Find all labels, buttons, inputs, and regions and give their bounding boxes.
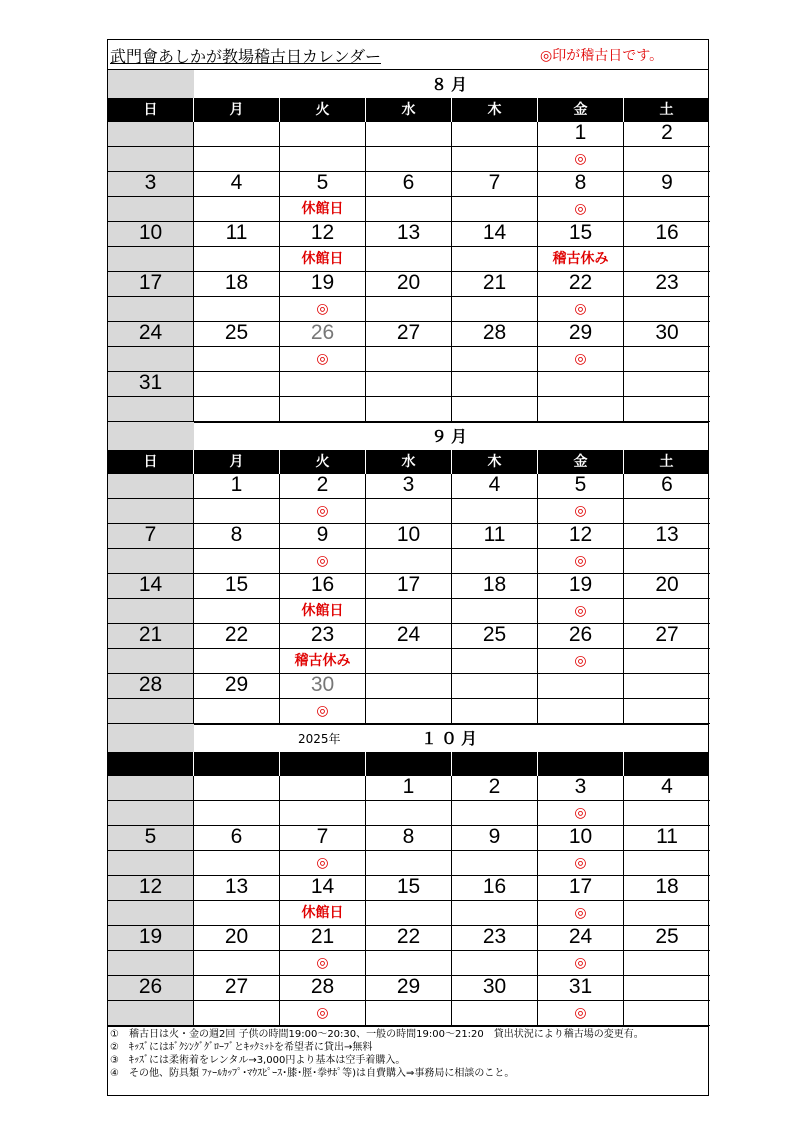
day-status: [280, 801, 366, 826]
day-number: [194, 372, 280, 397]
day-status: [624, 801, 710, 826]
day-status: [194, 397, 280, 422]
day-number: [452, 372, 538, 397]
day-status: [452, 397, 538, 422]
day-number: 14: [108, 574, 194, 599]
day-number: 22: [194, 624, 280, 649]
day-status: 休館日: [280, 247, 366, 272]
day-status: [194, 499, 280, 524]
day-status: [366, 297, 452, 322]
day-status: [452, 197, 538, 222]
day-status: [624, 901, 710, 926]
month-title: ９月: [430, 427, 471, 446]
note-line: ③ ｷｯｽﾞには柔術着をレンタル→3,000円より基本は空手着購入。: [110, 1055, 406, 1066]
day-number: 19: [108, 926, 194, 951]
day-status: [108, 901, 194, 926]
day-number: 15: [366, 876, 452, 901]
month-header-spacer: [108, 422, 194, 450]
month-header-spacer: [108, 724, 194, 752]
day-status: [108, 197, 194, 222]
day-status: [624, 699, 710, 724]
day-number: 30: [624, 322, 710, 347]
day-number: 29: [194, 674, 280, 699]
day-status: [108, 397, 194, 422]
day-status: [108, 951, 194, 976]
weekday-label: 金: [538, 450, 624, 474]
month-header: [108, 70, 708, 98]
day-number: 30: [452, 976, 538, 1001]
day-number: 13: [194, 876, 280, 901]
day-number: [452, 674, 538, 699]
day-number: 31: [538, 976, 624, 1001]
weekday-label: 日: [108, 450, 194, 474]
day-status: [194, 197, 280, 222]
day-status: [366, 599, 452, 624]
day-status: [108, 599, 194, 624]
day-status: [280, 397, 366, 422]
day-status: [624, 951, 710, 976]
day-status: [538, 699, 624, 724]
day-status: [108, 649, 194, 674]
day-number: 26: [108, 976, 194, 1001]
day-number: 4: [194, 172, 280, 197]
day-number: 17: [366, 574, 452, 599]
day-number: [280, 776, 366, 801]
day-number: 28: [108, 674, 194, 699]
day-status: [194, 147, 280, 172]
day-number: 15: [538, 222, 624, 247]
day-status: [624, 197, 710, 222]
day-number: 16: [452, 876, 538, 901]
weekday-label: [194, 752, 280, 776]
day-number: 9: [624, 172, 710, 197]
day-number: 12: [108, 876, 194, 901]
day-status: [452, 247, 538, 272]
day-status: [624, 499, 710, 524]
note-line: ① 稽古日は火・金の週2回 子供の時間19:00～20:30、一般の時間19:00～21:20 貸出状況により稽古場の変更有。: [110, 1029, 644, 1040]
day-number: 7: [108, 524, 194, 549]
day-number: 6: [194, 826, 280, 851]
day-number: 8: [366, 826, 452, 851]
day-number: 10: [538, 826, 624, 851]
weekday-label: 火: [280, 450, 366, 474]
day-status: [194, 549, 280, 574]
day-number: 10: [366, 524, 452, 549]
day-number: 15: [194, 574, 280, 599]
day-status: [194, 851, 280, 876]
day-number: 19: [280, 272, 366, 297]
day-status: ◎: [538, 649, 624, 674]
day-status: ◎: [280, 549, 366, 574]
day-status: [366, 397, 452, 422]
day-number: 14: [280, 876, 366, 901]
day-status: [624, 649, 710, 674]
day-number: [452, 122, 538, 147]
day-number: 12: [538, 524, 624, 549]
day-status: [108, 851, 194, 876]
day-number: [538, 674, 624, 699]
page-title: 武門會あしかが教場稽古日カレンダー: [110, 47, 381, 66]
day-status: [366, 649, 452, 674]
day-status: ◎: [280, 951, 366, 976]
day-status: [108, 549, 194, 574]
month-header-spacer: [108, 70, 194, 98]
day-status: 稽古休み: [280, 649, 366, 674]
day-number: 2: [624, 122, 710, 147]
day-status: [452, 297, 538, 322]
day-status: [624, 397, 710, 422]
day-status: [194, 1001, 280, 1026]
weekday-label: [624, 752, 710, 776]
day-number: 12: [280, 222, 366, 247]
weekday-header: [108, 98, 708, 122]
day-status: [366, 951, 452, 976]
day-status: 稽古休み: [538, 247, 624, 272]
day-status: [194, 951, 280, 976]
day-number: [624, 674, 710, 699]
day-number: 10: [108, 222, 194, 247]
day-number: [108, 474, 194, 499]
day-status: [452, 649, 538, 674]
day-number: 28: [452, 322, 538, 347]
day-status: [452, 147, 538, 172]
day-number: 6: [624, 474, 710, 499]
day-status: [366, 1001, 452, 1026]
day-status: [452, 901, 538, 926]
weekday-header: [108, 450, 708, 474]
day-number: 31: [108, 372, 194, 397]
day-number: [366, 122, 452, 147]
day-status: ◎: [538, 599, 624, 624]
day-number: 20: [624, 574, 710, 599]
day-number: [280, 122, 366, 147]
title-bar: [108, 40, 708, 70]
day-number: 27: [194, 976, 280, 1001]
day-number: 6: [366, 172, 452, 197]
day-status: ◎: [280, 851, 366, 876]
note-line: ② ｷｯｽﾞにはﾎﾞｸｼﾝｸﾞｸﾞﾛｰﾌﾞとｷｯｸﾐｯﾄを希望者に貸出→無料: [110, 1042, 373, 1053]
day-number: 28: [280, 976, 366, 1001]
day-number: 4: [624, 776, 710, 801]
day-number: 21: [452, 272, 538, 297]
weekday-label: [108, 752, 194, 776]
month-title: ８月: [430, 75, 471, 94]
day-number: 21: [280, 926, 366, 951]
day-status: [366, 801, 452, 826]
day-status: [366, 549, 452, 574]
day-status: ◎: [538, 147, 624, 172]
day-number: [624, 976, 710, 1001]
day-number: 3: [108, 172, 194, 197]
day-number: 21: [108, 624, 194, 649]
day-status: [194, 801, 280, 826]
day-status: ◎: [280, 1001, 366, 1026]
day-status: ◎: [538, 347, 624, 372]
day-status: [452, 499, 538, 524]
day-status: 休館日: [280, 197, 366, 222]
day-number: 5: [108, 826, 194, 851]
weekday-label: 土: [624, 98, 710, 122]
day-status: ◎: [538, 1001, 624, 1026]
day-number: [108, 776, 194, 801]
day-status: [108, 247, 194, 272]
day-status: [194, 901, 280, 926]
weekday-label: [452, 752, 538, 776]
day-status: [108, 801, 194, 826]
day-status: ◎: [280, 699, 366, 724]
day-number: 27: [366, 322, 452, 347]
day-number: [194, 122, 280, 147]
day-status: [624, 147, 710, 172]
day-status: [624, 247, 710, 272]
weekday-label: [280, 752, 366, 776]
day-status: ◎: [538, 801, 624, 826]
day-status: [108, 147, 194, 172]
day-status: ◎: [538, 499, 624, 524]
day-status: [452, 347, 538, 372]
day-status: [624, 347, 710, 372]
day-number: 24: [108, 322, 194, 347]
day-status: [280, 147, 366, 172]
day-number: 22: [538, 272, 624, 297]
note-line: ④ その他、防具類 ﾌｧｰﾙｶｯﾌﾟ･ﾏｳｽﾋﾟｰｽ･膝･脛･拳ｻﾎﾟ等)は自費購入⇒事務局に相談のこと。: [110, 1068, 515, 1079]
day-number: 17: [538, 876, 624, 901]
day-number: 13: [624, 524, 710, 549]
weekday-label: [366, 752, 452, 776]
day-number: 14: [452, 222, 538, 247]
day-status: [108, 499, 194, 524]
month-header: [108, 724, 708, 752]
day-status: [366, 147, 452, 172]
day-status: ◎: [280, 347, 366, 372]
day-number: [624, 372, 710, 397]
day-status: [452, 599, 538, 624]
day-status: [538, 397, 624, 422]
day-status: [366, 901, 452, 926]
day-number: 11: [624, 826, 710, 851]
day-number: [194, 776, 280, 801]
day-status: [452, 699, 538, 724]
day-status: ◎: [538, 901, 624, 926]
day-status: [366, 347, 452, 372]
month-header: [108, 422, 708, 450]
day-number: 20: [366, 272, 452, 297]
day-status: [108, 699, 194, 724]
weekday-label: 木: [452, 98, 538, 122]
weekday-label: 月: [194, 450, 280, 474]
day-number: 2: [452, 776, 538, 801]
day-status: 休館日: [280, 599, 366, 624]
day-number: 22: [366, 926, 452, 951]
weekday-label: 土: [624, 450, 710, 474]
day-number: 5: [280, 172, 366, 197]
day-status: [624, 851, 710, 876]
day-number: 24: [366, 624, 452, 649]
day-status: [108, 1001, 194, 1026]
day-number: [108, 122, 194, 147]
day-status: [366, 247, 452, 272]
day-number: 13: [366, 222, 452, 247]
day-number: 25: [624, 926, 710, 951]
day-status: [624, 1001, 710, 1026]
day-status: [452, 801, 538, 826]
day-status: [194, 699, 280, 724]
day-number: 24: [538, 926, 624, 951]
day-number: 4: [452, 474, 538, 499]
day-status: ◎: [280, 499, 366, 524]
day-status: [366, 499, 452, 524]
day-number: 16: [280, 574, 366, 599]
day-number: 2: [280, 474, 366, 499]
day-number: 16: [624, 222, 710, 247]
day-number: 27: [624, 624, 710, 649]
day-number: 18: [452, 574, 538, 599]
weekday-label: 水: [366, 450, 452, 474]
day-status: [452, 1001, 538, 1026]
year-label: 2025年: [298, 732, 341, 746]
day-number: 8: [194, 524, 280, 549]
day-number: 23: [624, 272, 710, 297]
day-status: [194, 649, 280, 674]
day-status: [624, 549, 710, 574]
day-number: 11: [194, 222, 280, 247]
month-divider: [108, 1026, 708, 1027]
day-number: 1: [538, 122, 624, 147]
day-number: 3: [538, 776, 624, 801]
weekday-label: 月: [194, 98, 280, 122]
day-status: [452, 549, 538, 574]
day-number: [538, 372, 624, 397]
day-status: [194, 297, 280, 322]
day-status: [194, 247, 280, 272]
day-number: 29: [366, 976, 452, 1001]
day-number: 11: [452, 524, 538, 549]
day-number: 1: [366, 776, 452, 801]
day-number: 25: [194, 322, 280, 347]
day-number: 18: [194, 272, 280, 297]
day-number: 9: [452, 826, 538, 851]
day-number: 5: [538, 474, 624, 499]
day-number: 18: [624, 876, 710, 901]
day-number: 30: [280, 674, 366, 699]
day-status: [366, 851, 452, 876]
day-number: 25: [452, 624, 538, 649]
calendar-sheet: [107, 39, 709, 1096]
weekday-label: 木: [452, 450, 538, 474]
day-status: ◎: [280, 297, 366, 322]
day-status: [624, 599, 710, 624]
day-number: 26: [280, 322, 366, 347]
day-number: 19: [538, 574, 624, 599]
day-number: 26: [538, 624, 624, 649]
day-number: 7: [452, 172, 538, 197]
day-status: ◎: [538, 549, 624, 574]
legend-note: ◎印が稽古日です。: [540, 48, 664, 64]
weekday-label: 水: [366, 98, 452, 122]
day-number: 17: [108, 272, 194, 297]
day-number: 20: [194, 926, 280, 951]
day-status: ◎: [538, 297, 624, 322]
day-status: [366, 699, 452, 724]
day-number: [280, 372, 366, 397]
day-status: [366, 197, 452, 222]
day-status: [194, 347, 280, 372]
weekday-label: 金: [538, 98, 624, 122]
weekday-label: 火: [280, 98, 366, 122]
day-number: 9: [280, 524, 366, 549]
day-status: ◎: [538, 197, 624, 222]
day-number: 3: [366, 474, 452, 499]
weekday-label: 日: [108, 98, 194, 122]
day-status: [194, 599, 280, 624]
day-number: [366, 372, 452, 397]
weekday-header: [108, 752, 708, 776]
day-number: 1: [194, 474, 280, 499]
day-status: ◎: [538, 951, 624, 976]
day-status: [108, 347, 194, 372]
day-status: [108, 297, 194, 322]
weekday-label: [538, 752, 624, 776]
day-status: [452, 951, 538, 976]
day-number: 8: [538, 172, 624, 197]
day-number: 29: [538, 322, 624, 347]
day-number: 7: [280, 826, 366, 851]
day-number: 23: [280, 624, 366, 649]
day-number: 23: [452, 926, 538, 951]
day-number: [366, 674, 452, 699]
day-status: [452, 851, 538, 876]
month-title: １０月: [420, 729, 481, 748]
day-status: [624, 297, 710, 322]
day-status: ◎: [538, 851, 624, 876]
day-status: 休館日: [280, 901, 366, 926]
